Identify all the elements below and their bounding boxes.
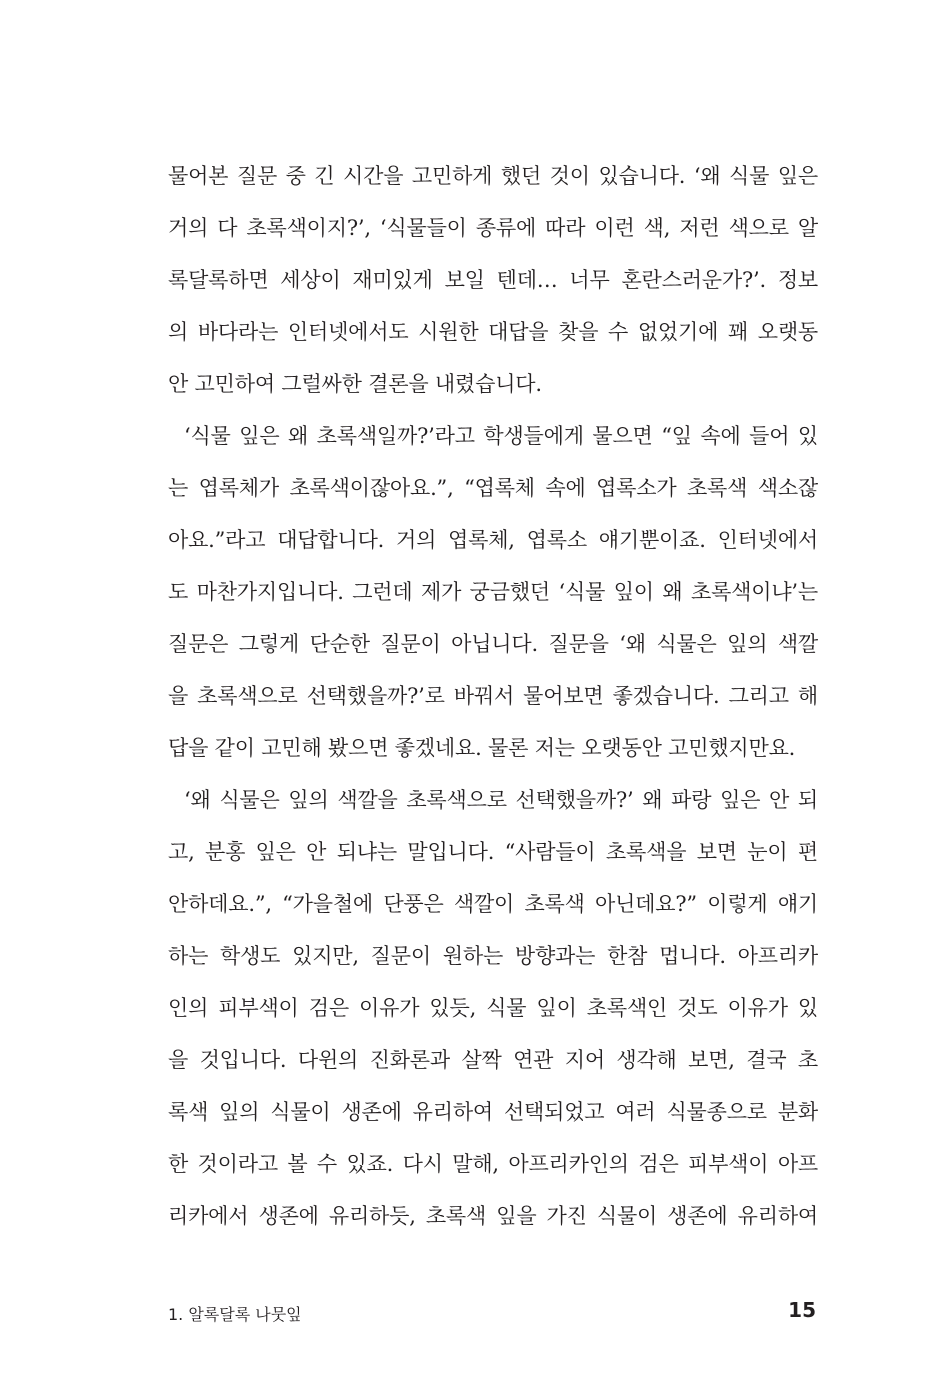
text-line: 도 마찬가지입니다. 그런데 제가 궁금했던 ‘식물 잎이 왜 초록색이냐’는 bbox=[168, 580, 818, 604]
text-line: 물어본 질문 중 긴 시간을 고민하게 했던 것이 있습니다. ‘왜 식물 잎은 bbox=[168, 164, 818, 188]
text-line: 록색 잎의 식물이 생존에 유리하여 선택되었고 여러 식물종으로 분화 bbox=[168, 1100, 818, 1124]
page-number: 15 bbox=[788, 1298, 816, 1322]
text-line: 안하데요.”, “가을철에 단풍은 색깔이 초록색 아닌데요?” 이렇게 얘기 bbox=[168, 892, 818, 916]
text-line: 는 엽록체가 초록색이잖아요.”, “엽록체 속에 엽록소가 초록색 색소잖 bbox=[168, 476, 818, 500]
text-line: 고, 분홍 잎은 안 되냐는 말입니다. “사람들이 초록색을 보면 눈이 편 bbox=[168, 840, 818, 864]
text-line: 록달록하면 세상이 재미있게 보일 텐데… 너무 혼란스러운가?’. 정보 bbox=[168, 268, 818, 292]
text-line: 을 초록색으로 선택했을까?’로 바꿔서 물어보면 좋겠습니다. 그리고 해 bbox=[168, 684, 818, 708]
text-line: ‘왜 식물은 잎의 색깔을 초록색으로 선택했을까?’ 왜 파랑 잎은 안 되 bbox=[184, 788, 818, 812]
text-line: 리카에서 생존에 유리하듯, 초록색 잎을 가진 식물이 생존에 유리하여 bbox=[168, 1204, 818, 1228]
text-line: 하는 학생도 있지만, 질문이 원하는 방향과는 한참 멉니다. 아프리카 bbox=[168, 944, 818, 968]
text-line: ‘식물 잎은 왜 초록색일까?’라고 학생들에게 물으면 “잎 속에 들어 있 bbox=[184, 424, 818, 448]
text-line: 한 것이라고 볼 수 있죠. 다시 말해, 아프리카인의 검은 피부색이 아프 bbox=[168, 1152, 818, 1176]
text-line: 거의 다 초록색이지?’, ‘식물들이 종류에 따라 이런 색, 저런 색으로 알 bbox=[168, 216, 818, 240]
text-line: 을 것입니다. 다윈의 진화론과 살짝 연관 지어 생각해 보면, 결국 초 bbox=[168, 1048, 818, 1072]
text-line: 답을 같이 고민해 봤으면 좋겠네요. 물론 저는 오랫동안 고민했지만요. bbox=[168, 736, 796, 760]
text-line: 질문은 그렇게 단순한 질문이 아닙니다. 질문을 ‘왜 식물은 잎의 색깔 bbox=[168, 632, 818, 656]
text-line: 아요.”라고 대답합니다. 거의 엽록체, 엽록소 얘기뿐이죠. 인터넷에서 bbox=[168, 528, 818, 552]
text-line: 안 고민하여 그럴싸한 결론을 내렸습니다. bbox=[168, 372, 542, 396]
text-line: 의 바다라는 인터넷에서도 시원한 대답을 찾을 수 없었기에 꽤 오랫동 bbox=[168, 320, 818, 344]
text-line: 인의 피부색이 검은 이유가 있듯, 식물 잎이 초록색인 것도 이유가 있 bbox=[168, 996, 818, 1020]
running-footer-chapter: 1. 알록달록 나뭇잎 bbox=[168, 1305, 302, 1324]
body-text bbox=[168, 150, 818, 1242]
